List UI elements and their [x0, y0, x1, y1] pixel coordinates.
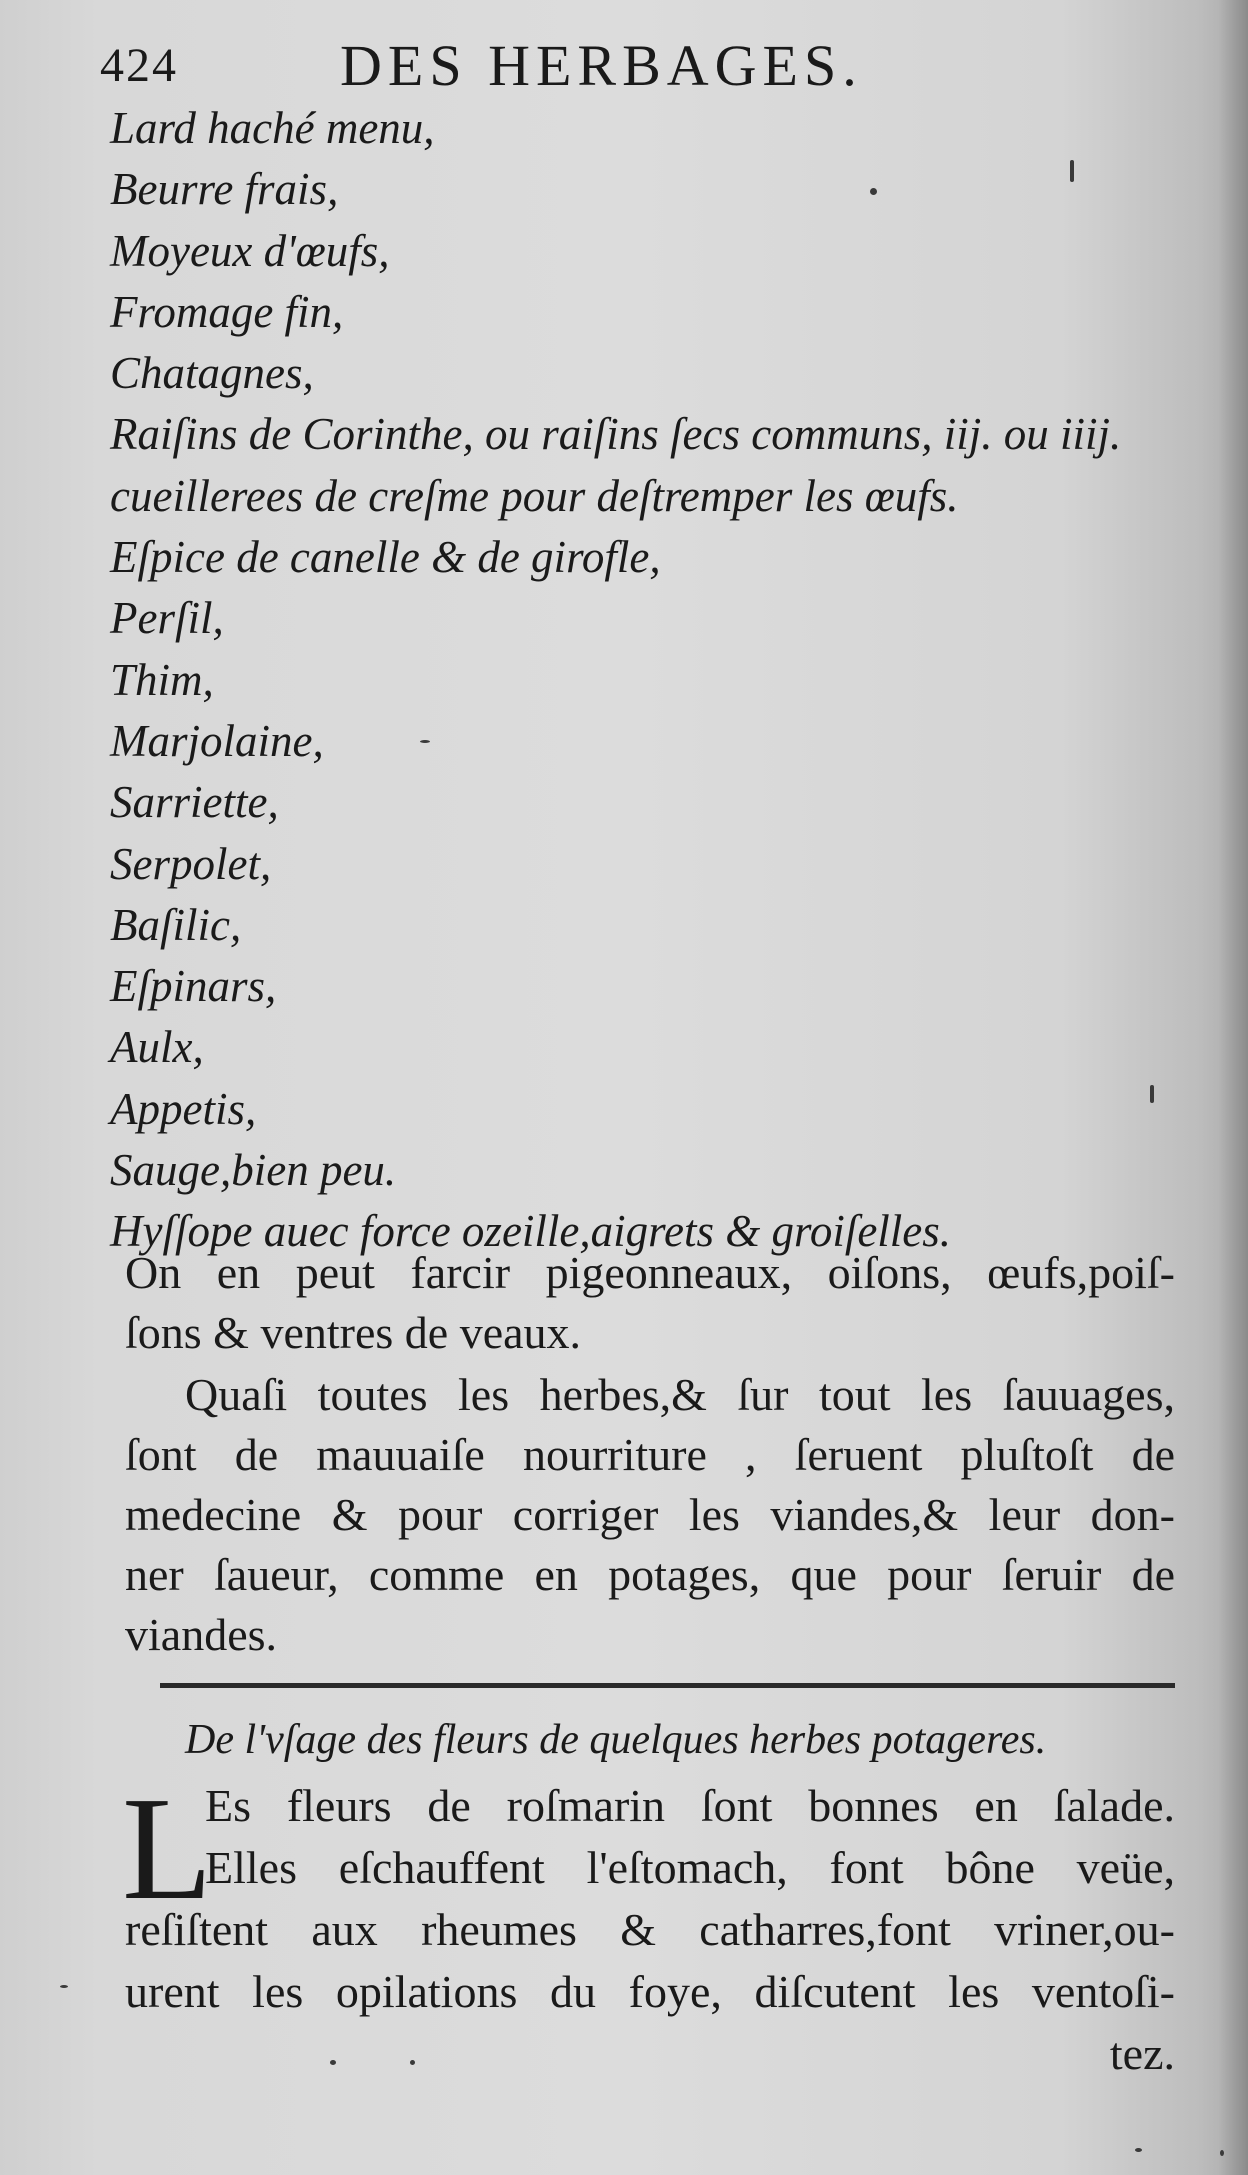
- ingredient-item: Sarriette,: [110, 777, 279, 828]
- flowers-paragraph: [125, 1775, 1175, 2085]
- text-line: ſons & ventres de veaux.: [125, 1307, 582, 1358]
- ingredient-item: Lard haché menu,: [110, 103, 435, 153]
- ingredient-item: cueillerees de creſme pour deſtremper les œufs.: [110, 470, 959, 521]
- ink-speck: [420, 740, 430, 743]
- ingredient-item: Raiſins de Corinthe, ou raiſins ſecs communs, iij. ou iiij.: [110, 409, 1122, 460]
- ingredient-item: Chatagnes,: [110, 348, 314, 399]
- text-line: ſont de mauuaiſe nourriture , ſeruent pluſtoſt de: [125, 1429, 1175, 1480]
- ingredient-list: [110, 98, 1190, 1263]
- ingredient-item: Hyſſope auec force ozeille,aigrets & groiſelles.: [110, 1206, 952, 1257]
- ink-speck: [1070, 160, 1074, 182]
- stuffing-paragraph: [125, 1243, 1175, 1363]
- ingredient-item: Serpolet,: [110, 838, 272, 889]
- ink-speck: [1150, 1085, 1154, 1103]
- ink-speck: [60, 1985, 68, 1988]
- text-line: urent les opilations du foye, diſcutent les ventoſi-: [125, 1966, 1175, 2017]
- text-line: viandes.: [125, 1609, 278, 1660]
- page-header: [100, 28, 1160, 98]
- text-line: ner ſaueur, comme en potages, que pour ſeruir de: [125, 1549, 1175, 1600]
- running-head: DES HERBAGES.: [340, 33, 863, 98]
- herbs-paragraph: [125, 1365, 1175, 1665]
- page-number: 424: [100, 39, 178, 92]
- ingredient-item: Thim,: [110, 654, 214, 705]
- ingredient-item: Baſilic,: [110, 899, 242, 950]
- ingredient-item: Eſpinars,: [110, 961, 277, 1012]
- ink-speck: [1220, 2150, 1224, 2156]
- drop-cap: L: [122, 1767, 213, 1931]
- ingredient-item: Appetis,: [110, 1083, 257, 1134]
- text-line: Quaſi toutes les herbes,& ſur tout les ſauuages,: [185, 1369, 1175, 1420]
- text-line: Elles eſchauffent l'eſtomach, font bône veüe,: [205, 1842, 1175, 1893]
- text-line: reſiſtent aux rheumes & catharres,font vriner,ou-: [125, 1904, 1175, 1955]
- text-line: On en peut farcir pigeonneaux, oiſons, œufs,poiſ-: [125, 1247, 1175, 1298]
- ingredient-item: Fromage fin,: [110, 286, 344, 337]
- ink-speck: [870, 188, 877, 195]
- page-gutter-shadow: [1218, 0, 1248, 2175]
- ink-speck: [330, 2060, 336, 2065]
- section-title: De l'vſage des fleurs de quelques herbes potageres.: [185, 1717, 1047, 1763]
- text-line: medecine & pour corriger les viandes,& leur don-: [125, 1489, 1175, 1540]
- text-line: Es fleurs de roſmarin ſont bonnes en ſalade.: [205, 1780, 1175, 1831]
- ingredient-item: Marjolaine,: [110, 715, 324, 766]
- ink-speck: [410, 2060, 415, 2065]
- ingredient-item: Eſpice de canelle & de girofle,: [110, 532, 661, 583]
- ingredient-item: Sauge,bien peu.: [110, 1145, 397, 1196]
- ingredient-item: Moyeux d'œufs,: [110, 225, 390, 276]
- text-line: tez.: [1109, 2028, 1175, 2079]
- ingredient-item: Perſil,: [110, 593, 224, 644]
- ingredient-item: Aulx,: [110, 1022, 204, 1073]
- ingredient-item: Beurre frais,: [110, 164, 339, 215]
- section-divider: [160, 1683, 1175, 1688]
- ink-speck: [1135, 2148, 1142, 2152]
